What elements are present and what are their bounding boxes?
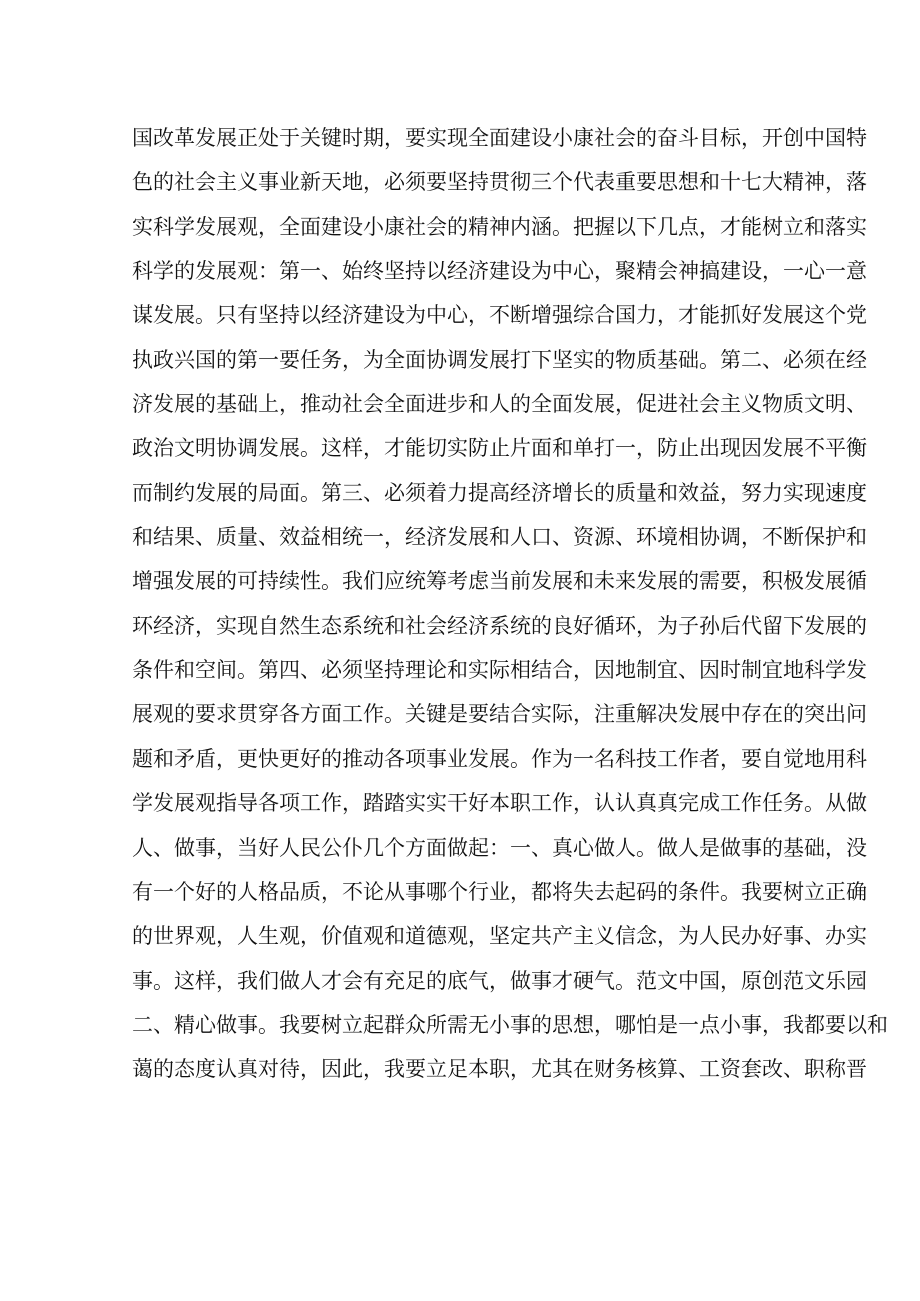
text-line-22: 蔼的态度认真对待，因此，我要立足本职，尤其在财务核算、工资套改、职称晋 bbox=[132, 1057, 867, 1082]
text-line-6: 执政兴国的第一要任务，为全面协调发展打下坚实的物质基础。第二、必须在经 bbox=[132, 347, 867, 372]
text-line-3: 实科学发展观，全面建设小康社会的精神内涵。把握以下几点，才能树立和落实 bbox=[132, 214, 867, 239]
text-line-13: 条件和空间。第四、必须坚持理论和实际相结合，因地制宜、因时制宜地科学发 bbox=[132, 658, 867, 683]
text-line-2: 色的社会主义事业新天地，必须要坚持贯彻三个代表重要思想和十七大精神，落 bbox=[132, 170, 867, 195]
text-line-5: 谋发展。只有坚持以经济建设为中心，不断增强综合国力，才能抓好发展这个党 bbox=[132, 303, 867, 328]
text-line-20: 事。这样，我们做人才会有充足的底气，做事才硬气。范文中国，原创范文乐园 bbox=[132, 968, 867, 993]
text-line-15: 题和矛盾，更快更好的推动各项事业发展。作为一名科技工作者，要自觉地用科 bbox=[132, 746, 867, 771]
text-line-1: 国改革发展正处于关键时期，要实现全面建设小康社会的奋斗目标，开创中国特 bbox=[132, 126, 867, 150]
text-line-4: 科学的发展观：第一、始终坚持以经济建设为中心，聚精会神搞建设，一心一意 bbox=[132, 259, 867, 284]
text-line-10: 和结果、质量、效益相统一，经济发展和人口、资源、环境相协调，不断保护和 bbox=[132, 525, 867, 550]
text-line-8: 政治文明协调发展。这样，才能切实防止片面和单打一，防止出现因发展不平衡 bbox=[132, 436, 867, 461]
text-line-18: 有一个好的人格品质，不论从事哪个行业，都将失去起码的条件。我要树立正确 bbox=[132, 879, 867, 904]
text-line-17: 人、做事，当好人民公仆几个方面做起：一、真心做人。做人是做事的基础，没 bbox=[132, 835, 867, 860]
text-line-11: 增强发展的可持续性。我们应统筹考虑当前发展和未来发展的需要，积极发展循 bbox=[132, 569, 867, 594]
text-line-19: 的世界观，人生观，价值观和道德观，坚定共产主义信念，为人民办好事、办实 bbox=[132, 924, 867, 949]
text-line-12: 环经济，实现自然生态系统和社会经济系统的良好循环，为子孙后代留下发展的 bbox=[132, 613, 867, 638]
text-line-21: 二、精心做事。我要树立起群众所需无小事的思想，哪怕是一点小事，我都要以和 bbox=[132, 1012, 888, 1037]
text-line-14: 展观的要求贯穿各方面工作。关键是要结合实际，注重解决发展中存在的突出问 bbox=[132, 702, 867, 727]
body-text bbox=[132, 116, 888, 1092]
text-line-16: 学发展观指导各项工作，踏踏实实干好本职工作，认认真真完成工作任务。从做 bbox=[132, 791, 867, 816]
text-line-9: 而制约发展的局面。第三、必须着力提高经济增长的质量和效益，努力实现速度 bbox=[132, 480, 867, 505]
text-line-7: 济发展的基础上，推动社会全面进步和人的全面发展，促进社会主义物质文明、 bbox=[132, 392, 867, 417]
